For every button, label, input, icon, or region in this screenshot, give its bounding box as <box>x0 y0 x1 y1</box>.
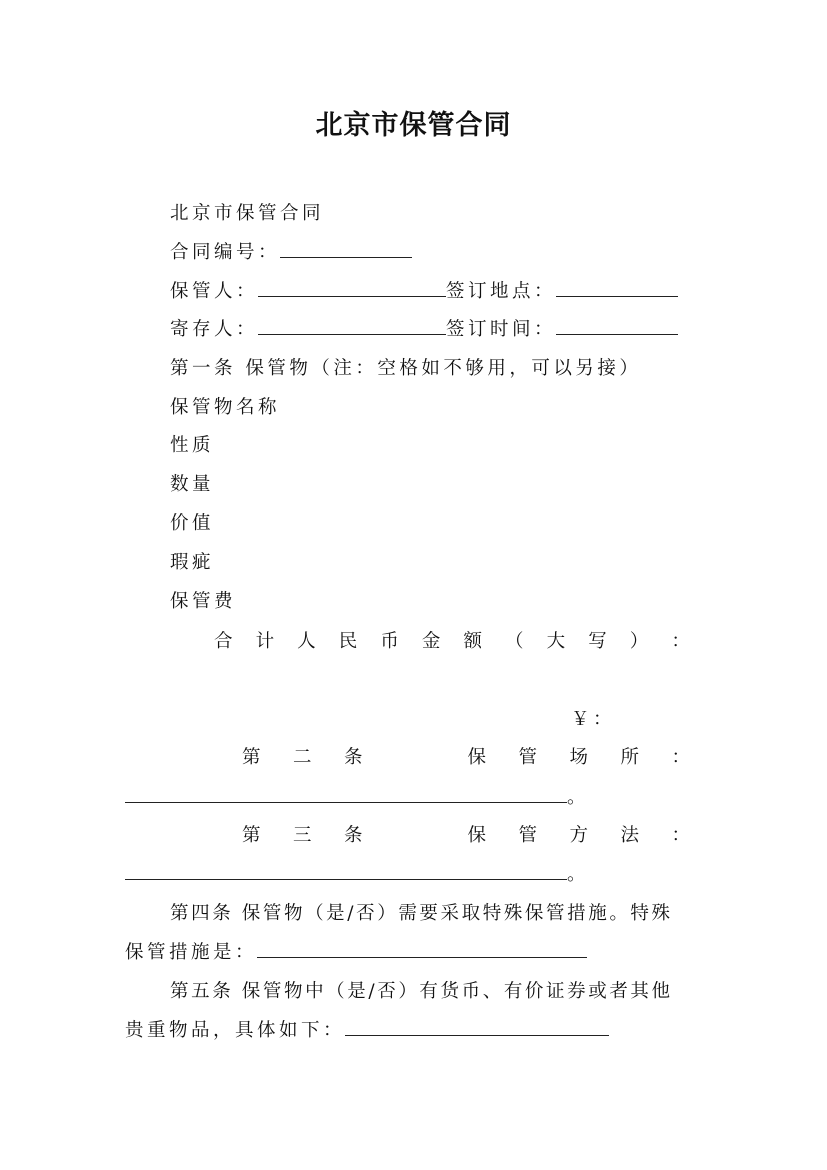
contract-number-label: 合同编号： <box>170 242 281 263</box>
nature-label: 性质 <box>170 435 215 456</box>
quantity-label: 数量 <box>170 474 215 495</box>
sign-place-blank[interactable] <box>556 278 678 297</box>
custodian-row <box>170 277 678 303</box>
custodian-label: 保管人： <box>170 281 259 302</box>
article-3-blank-row <box>125 860 589 886</box>
total-char: 合 <box>214 631 233 652</box>
article-5-line1: 第五条 保管物中（是/否）有货币、有价证券或者其他 <box>170 981 673 1002</box>
article-2-char: 场 <box>569 747 588 768</box>
item-name-label: 保管物名称 <box>170 397 281 418</box>
total-char: 人 <box>297 631 316 652</box>
sign-time-blank[interactable] <box>556 316 678 335</box>
special-measures-label: 保管措施是： <box>125 942 258 963</box>
article-4-line1: 第四条 保管物（是/否）需要采取特殊保管措施。特殊 <box>170 903 673 924</box>
total-char: 大 <box>546 631 566 652</box>
valuables-label: 贵重物品，具体如下： <box>125 1020 346 1041</box>
depositor-label: 寄存人： <box>170 319 259 340</box>
value-label: 价值 <box>170 513 215 534</box>
total-amount-row <box>214 627 690 653</box>
article-2-char: 所 <box>620 747 639 768</box>
article-3-char: 第 <box>242 825 261 846</box>
contract-number-blank[interactable] <box>280 239 412 258</box>
contract-number-row <box>170 238 412 264</box>
article-3-char: 保 <box>467 825 486 846</box>
article-5-line2 <box>125 1016 609 1042</box>
storage-method-blank[interactable] <box>125 861 567 880</box>
article-2-char: 条 <box>344 747 363 768</box>
article-2-char: 二 <box>293 747 312 768</box>
article-3-char: 管 <box>518 825 537 846</box>
article-1: 第一条 保管物（注：空格如不够用，可以另接） <box>170 358 642 379</box>
article-3-char: ： <box>671 825 690 846</box>
document-title: 北京市保管合同 <box>315 110 512 141</box>
contract-heading: 北京市保管合同 <box>170 203 325 224</box>
article-3-char: 条 <box>344 825 363 846</box>
article-3-row <box>242 821 690 847</box>
depositor-row <box>170 315 678 341</box>
article-2-char: ： <box>671 747 690 768</box>
article-2-blank-row <box>125 783 589 809</box>
total-char: ） <box>629 631 649 652</box>
yen-label: ￥： <box>571 709 616 730</box>
sign-time-label: 签订时间： <box>446 319 557 340</box>
total-char: 金 <box>421 631 441 652</box>
article-2-row <box>242 743 690 769</box>
sign-place-label: 签订地点： <box>446 281 557 302</box>
article-3-char: 法 <box>620 825 639 846</box>
total-char: （ <box>505 631 524 652</box>
defect-label: 瑕疵 <box>170 552 215 573</box>
total-char: 民 <box>338 631 358 652</box>
article-3-char: 三 <box>293 825 312 846</box>
total-char: ： <box>671 631 690 652</box>
article-4-line2 <box>125 938 587 964</box>
total-char: 额 <box>463 631 482 652</box>
article-2-char: 第 <box>242 747 261 768</box>
total-char: 币 <box>380 631 399 652</box>
period: 。 <box>567 864 590 885</box>
total-char: 写 <box>588 631 607 652</box>
valuables-blank[interactable] <box>345 1017 609 1036</box>
depositor-blank[interactable] <box>258 316 446 335</box>
article-2-char: 保 <box>467 747 486 768</box>
storage-place-blank[interactable] <box>125 784 567 803</box>
custodian-blank[interactable] <box>258 278 446 297</box>
fee-label: 保管费 <box>170 591 237 612</box>
period: 。 <box>567 787 590 808</box>
special-measures-blank[interactable] <box>257 939 587 958</box>
article-3-char: 方 <box>569 825 588 846</box>
article-2-char: 管 <box>518 747 537 768</box>
total-char: 计 <box>255 631 275 652</box>
